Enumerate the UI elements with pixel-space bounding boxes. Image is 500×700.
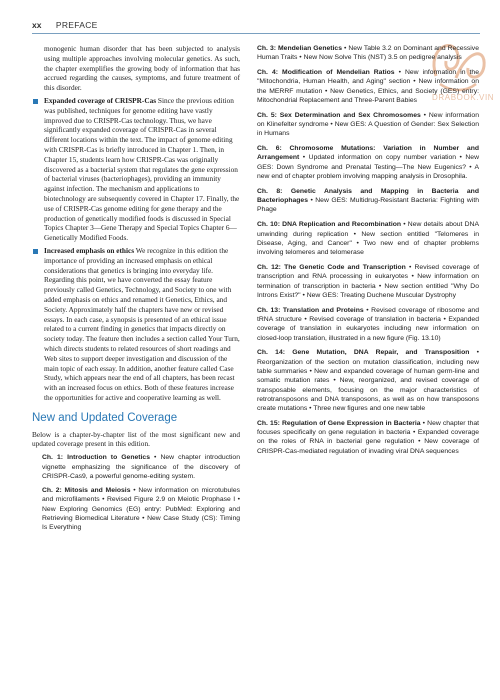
chapter-body: • Updated information on copy number variation • New GES: Down Syndrome and Prenatal Testing—The New Eugenics? • A new end of chapter problem involving mapping analysis in Drosophila.: [257, 154, 479, 181]
chapter-body: • Reorganization of the section on mutation classification, including new table summaries • New and expanded coverage of human germ-line and somatic mutation rates • New, reorganized, and revised coverage of transposable elements, focusing on the major characteristics of retrotransposons and DNA transposons, as well as on how transposons create mutations • Three new figures and one new table: [257, 349, 479, 413]
bullet-paragraph: [44, 96, 239, 242]
chapter-entry: [257, 111, 479, 139]
chapter-entry: [257, 44, 479, 63]
chapter-title: Ch. 15: Regulation of Gene Expression in Bacteria: [257, 419, 421, 427]
chapter-title: Ch. 13: Translation and Proteins: [257, 306, 364, 314]
continued-paragraph: monogenic human disorder that has been subjected to analysis using multiple approaches involving molecular genetics. As such, the chapter exemplifies the growing body of information that has accrued regarding the causes, symptoms, and future treatment of this disorder.: [44, 44, 240, 93]
chapter-body: • New Table 3.2 on Dominant and Recessive Human Traits • New Now Solve This (NST) 3.5 on pedigree analysis: [257, 45, 479, 62]
left-column: [32, 44, 240, 538]
section-intro: Below is a chapter-by-chapter list of the most significant new and updated coverage present in this edition.: [32, 429, 240, 449]
chapter-title: Ch. 14: Gene Mutation, DNA Repair, and Transposition: [257, 349, 470, 357]
chapter-title: Ch. 5: Sex Determination and Sex Chromosomes: [257, 111, 421, 119]
chapter-entry: [257, 187, 479, 215]
chapter-entry: [32, 453, 240, 481]
section-heading: New and Updated Coverage: [32, 411, 178, 424]
chapter-body: • New chapter introduction vignette emphasizing the significance of the discovery of CRISPR-Cas9, a powerful genome-editing system.: [42, 454, 240, 480]
chapter-title: Ch. 8: Genetic Analysis and Mapping in Bacteria and Bacteriophages: [257, 187, 479, 205]
chapter-body: • New GES: Multidrug-Resistant Bacteria: Fighting with Phage: [257, 197, 479, 214]
page-number: xx: [32, 20, 42, 30]
chapter-entry: [257, 348, 479, 413]
chapter-body: • Revised coverage of transcription and RNA processing in eukaryotes • New information on termination of transcription in bacteria • New section entitled "Why Do Introns Exist?" • New GES: Treating Duchene Muscular Dystrophy: [257, 263, 479, 299]
bullet-text: We recognize in this edition the importance of providing an increased emphasis on ethical considerations that genetics is bringing into everyday life. Regarding this point, we have converted the essay feature previously called Genetics, Technology, and Society to one with added emphasis on ethics and renamed it Genetics, Ethics, and Society. Approximately half the chapters have new or revised essays. In each case, a synopsis is presented of an ethical issue related to a current finding in genetics that impacts directly on society today. The feature then includes a section called Your Turn, which directs students to related resources of short readings and Web sites to support deeper investigation and discussion of the main topic of each essay. In addition, another feature called Case Study, which appears near the end of all chapters, has been recast with an increased focus on ethics. Both of these features increase the opportunities for active and cooperative learning as well.: [44, 245, 240, 402]
chapter-entry: [32, 486, 240, 532]
chapter-entry: [257, 419, 479, 456]
bullet-text: Since the previous edition was published, techniques for genome editing have vastly improved due to CRISPR-Cas technology. Thus, we have significantly expanded coverage of CRISPR-Cas in several different locations within the text. The impact of genome editing with CRISPR-Cas is briefly introduced in Chapter 1. Then, in Chapter 15, students learn how CRISPR-Cas was originally discovered as a bacterial system that regulates the gene expression of bacterial viruses (bacteriophages), providing an immunity against infection. The mechanism and applications to biotechnology are subsequently covered in Chapter 17. Finally, the use of CRISPR-Cas genome editing for gene therapy and the production of genetically modified foods is discussed in Special Topics Chapter 3—Gene Therapy and Special Topics Chapter 6—Genetically Modified Foods.: [44, 95, 240, 243]
chapter-title: Ch. 12: The Genetic Code and Transcription: [257, 263, 406, 271]
chapter-body: • Revised coverage of ribosome and tRNA structure • Revised coverage of translation in bacteria • Expanded coverage of translation in eukaryotes including new information on closed-loop translation, illustrated in a new figure (Fig. 13.10): [257, 306, 479, 342]
chapter-title: Ch. 6: Chromosome Mutations: Variation in Number and Arrangement: [257, 145, 479, 162]
page-header: [32, 20, 480, 34]
chapter-entry: [257, 263, 479, 300]
chapter-entry: [257, 144, 479, 181]
chapter-title: Ch. 1: Introduction to Genetics: [42, 454, 150, 462]
bullet-square-icon: [33, 249, 38, 254]
watermark-text: DRABOOK.VIN: [432, 93, 495, 102]
chapter-body: • New details about DNA unwinding during replication • New section entitled "Telomeres in Disease, Aging, and Cancer" • Two new end of chapter problems involving telomeres and telomerase: [257, 221, 479, 257]
chapter-entry: [257, 306, 479, 343]
bullet-title: Increased emphasis on ethics: [44, 245, 135, 255]
chapter-entry: [257, 68, 479, 105]
chapter-body: • New information in the "Mitochondria, Human Health, and Aging" section • New information on the MERRF mutation • New Genetics, Ethics, and Society (GES) entry: Mitochondrial Replacement and Three-Parent Babies: [257, 69, 479, 104]
bullet-title: Expanded coverage of CRISPR-Cas: [44, 95, 157, 105]
chapter-entry: [257, 220, 479, 257]
right-column: [257, 44, 479, 462]
chapter-title: Ch. 10: DNA Replication and Recombination: [257, 221, 402, 229]
chapter-title: Ch. 2: Mitosis and Meiosis: [42, 487, 131, 495]
chapter-title: Ch. 4: Modification of Mendelian Ratios: [257, 69, 395, 77]
section-label: PREFACE: [55, 20, 98, 30]
bullet-paragraph: [44, 246, 240, 402]
chapter-body: • New chapter that focuses specifically on gene regulation in bacteria • Expanded coverage on the roles of RNA in bacterial gene regulation • New coverage of CRISPR-Cas-mediated regulation of invading viral DNA sequences: [257, 419, 479, 455]
header-rule: [32, 33, 480, 34]
bullet-ethics: [32, 246, 240, 403]
bullet-crispr: [32, 96, 240, 243]
chapter-title: Ch. 3: Mendelian Genetics: [257, 45, 342, 52]
chapter-body: • New information on microtubules and microfilaments • Revised Figure 2.9 on Meiotic Prophase I • New Exploring Genomics (EG) entry: PubMed: Exploring and Retrieving Biomedical Literature • New Case Study (CS): Timing Is Everything: [42, 487, 240, 532]
bullet-square-icon: [33, 99, 38, 104]
chapter-body: • New information on Klinefelter syndrome • New GES: A Question of Gender: Sex Selection in Humans: [257, 111, 479, 138]
